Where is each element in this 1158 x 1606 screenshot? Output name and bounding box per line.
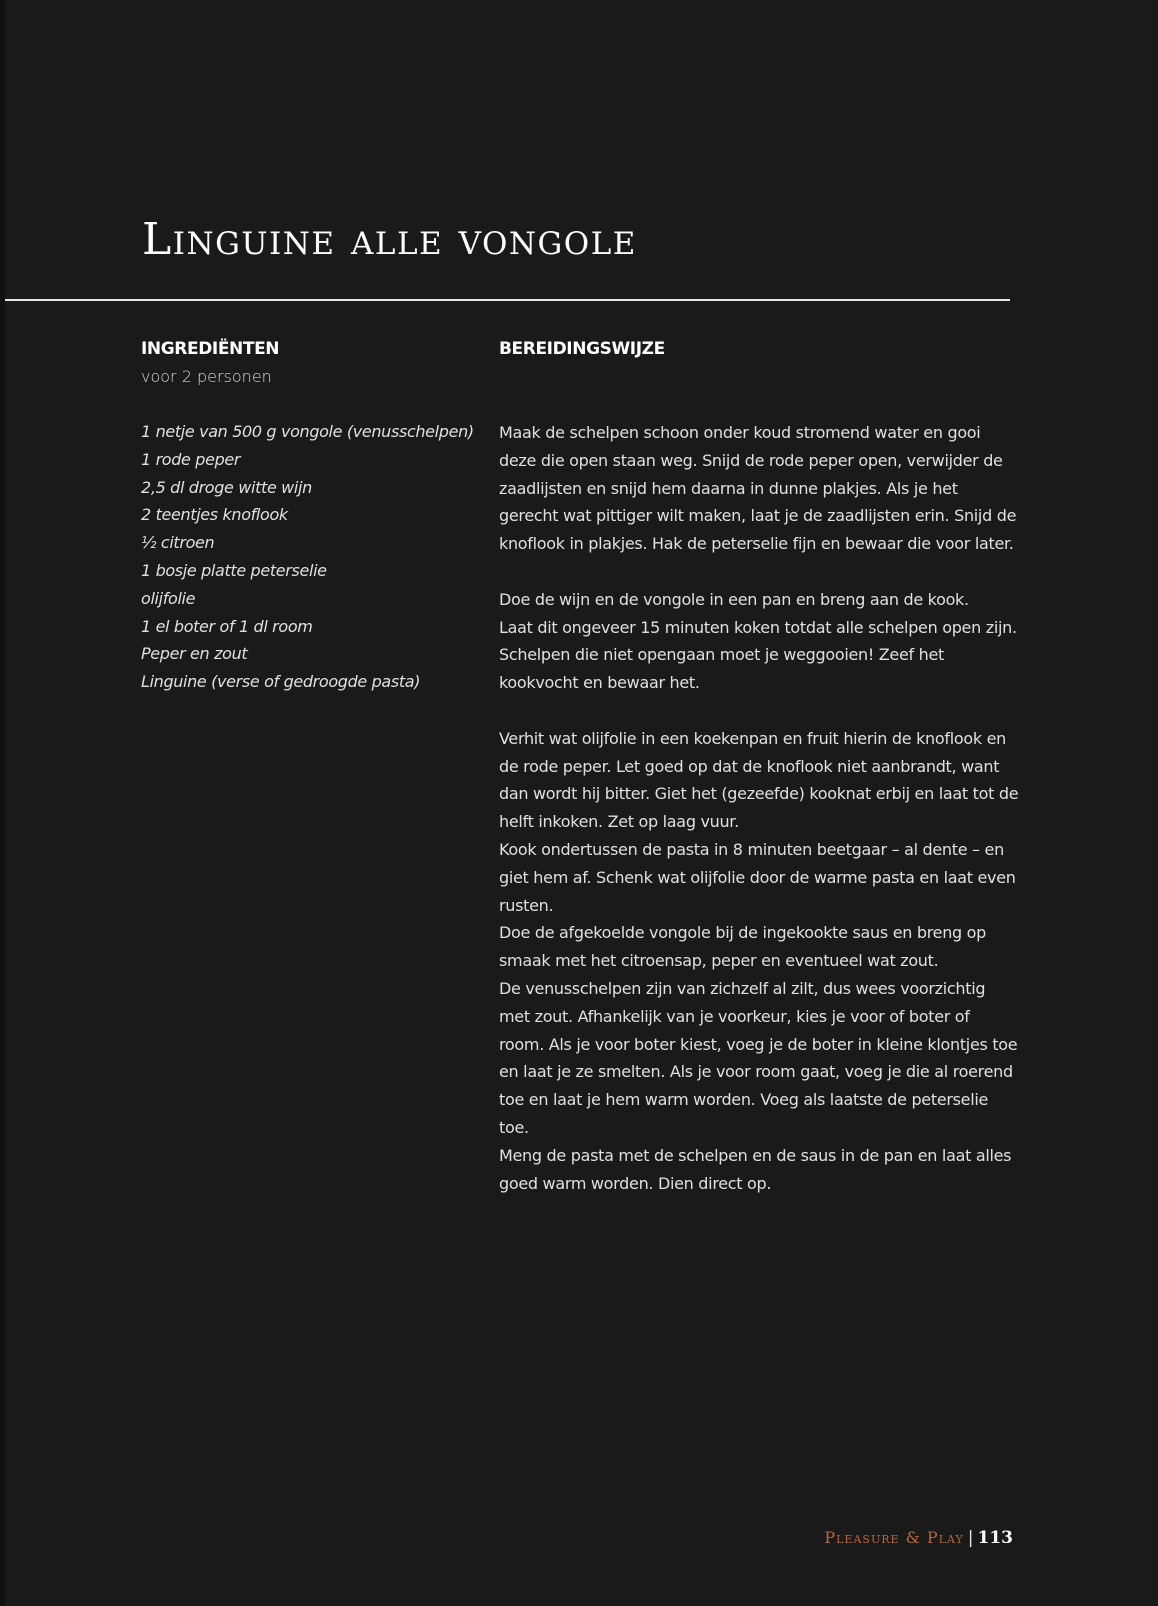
footer-brand: Pleasure & Play bbox=[824, 1528, 964, 1547]
footer-separator: | bbox=[967, 1528, 974, 1548]
ingredient-item: 1 rode peper bbox=[141, 449, 241, 469]
page-edge bbox=[0, 0, 5, 1606]
method-text bbox=[499, 419, 1019, 1197]
page-footer bbox=[824, 1528, 1013, 1548]
servings-text: voor 2 personen bbox=[141, 367, 272, 386]
ingredient-item: olijfolie bbox=[141, 588, 196, 608]
ingredient-item: 1 bosje platte peterselie bbox=[141, 560, 327, 580]
recipe-title: Linguine alle vongole bbox=[142, 214, 637, 265]
ingredient-item: 1 el boter of 1 dl room bbox=[141, 616, 313, 636]
ingredient-item: ½ citroen bbox=[141, 533, 215, 553]
method-paragraph: Doe de afgekoelde vongole bij de ingekookte saus en breng op smaak met het citroensap, peper en eventueel wat zout. bbox=[499, 923, 987, 971]
method-paragraph: Meng de pasta met de schelpen en de saus in de pan en laat alles goed warm worden. Dien direct op. bbox=[499, 1145, 1012, 1193]
ingredient-item: Peper en zout bbox=[141, 644, 248, 664]
ingredient-item: 1 netje van 500 g vongole (venusschelpen) bbox=[141, 422, 474, 441]
method-paragraph: Verhit wat olijfolie in een koekenpan en fruit hierin de knoflook en de rode peper. Let goed op dat de knoflook niet aanbrandt, want dan wordt hij bitter. Giet het (gezeefde) kooknat erbij en laat tot de helft inkoken. Zet op laag vuur. bbox=[499, 728, 1019, 832]
page-number: 113 bbox=[977, 1528, 1013, 1548]
ingredients-heading: INGREDIËNTEN bbox=[141, 339, 280, 359]
ingredients-list bbox=[141, 418, 486, 696]
ingredient-item: Linguine (verse of gedroogde pasta) bbox=[141, 672, 421, 692]
method-paragraph: Laat dit ongeveer 15 minuten koken totdat alle schelpen open zijn. Schelpen die niet opengaan moet je weggooien! Zeef het kookvocht en bewaar het. bbox=[499, 617, 1017, 693]
ingredient-item: 2 teentjes knoflook bbox=[141, 505, 288, 525]
method-paragraph: Doe de wijn en de vongole in een pan en breng aan de kook. bbox=[499, 589, 969, 609]
method-paragraph: Maak de schelpen schoon onder koud stromend water en gooi deze die open staan weg. Snijd de rode peper open, verwijder de zaadlijsten en snijd hem daarna in dunne plakjes. Als je het gerecht wat pittiger wilt maken, laat je de zaadlijsten erin. Snijd de knoflook in plakjes. Hak de peterselie fijn en bewaar die voor later. bbox=[499, 423, 1017, 554]
method-column bbox=[499, 335, 1019, 1197]
ingredients-column bbox=[141, 335, 486, 696]
method-heading: BEREIDINGSWIJZE bbox=[499, 339, 665, 359]
method-paragraph: De venusschelpen zijn van zichzelf al zilt, dus wees voorzichtig met zout. Afhankelijk van je voorkeur, kies je voor of boter of room. Als je voor boter kiest, voeg je de boter in kleine klontjes toe en laat je ze smelten. Als je voor room gaat, voeg je die al roerend toe en laat je hem warm worden. Voeg als laatste de peterselie toe. bbox=[499, 978, 1018, 1137]
ingredient-item: 2,5 dl droge witte wijn bbox=[141, 477, 312, 497]
title-divider bbox=[5, 299, 1010, 301]
method-paragraph: Kook ondertussen de pasta in 8 minuten beetgaar – al dente – en giet hem af. Schenk wat olijfolie door de warme pasta en laat even rusten. bbox=[499, 839, 1016, 915]
